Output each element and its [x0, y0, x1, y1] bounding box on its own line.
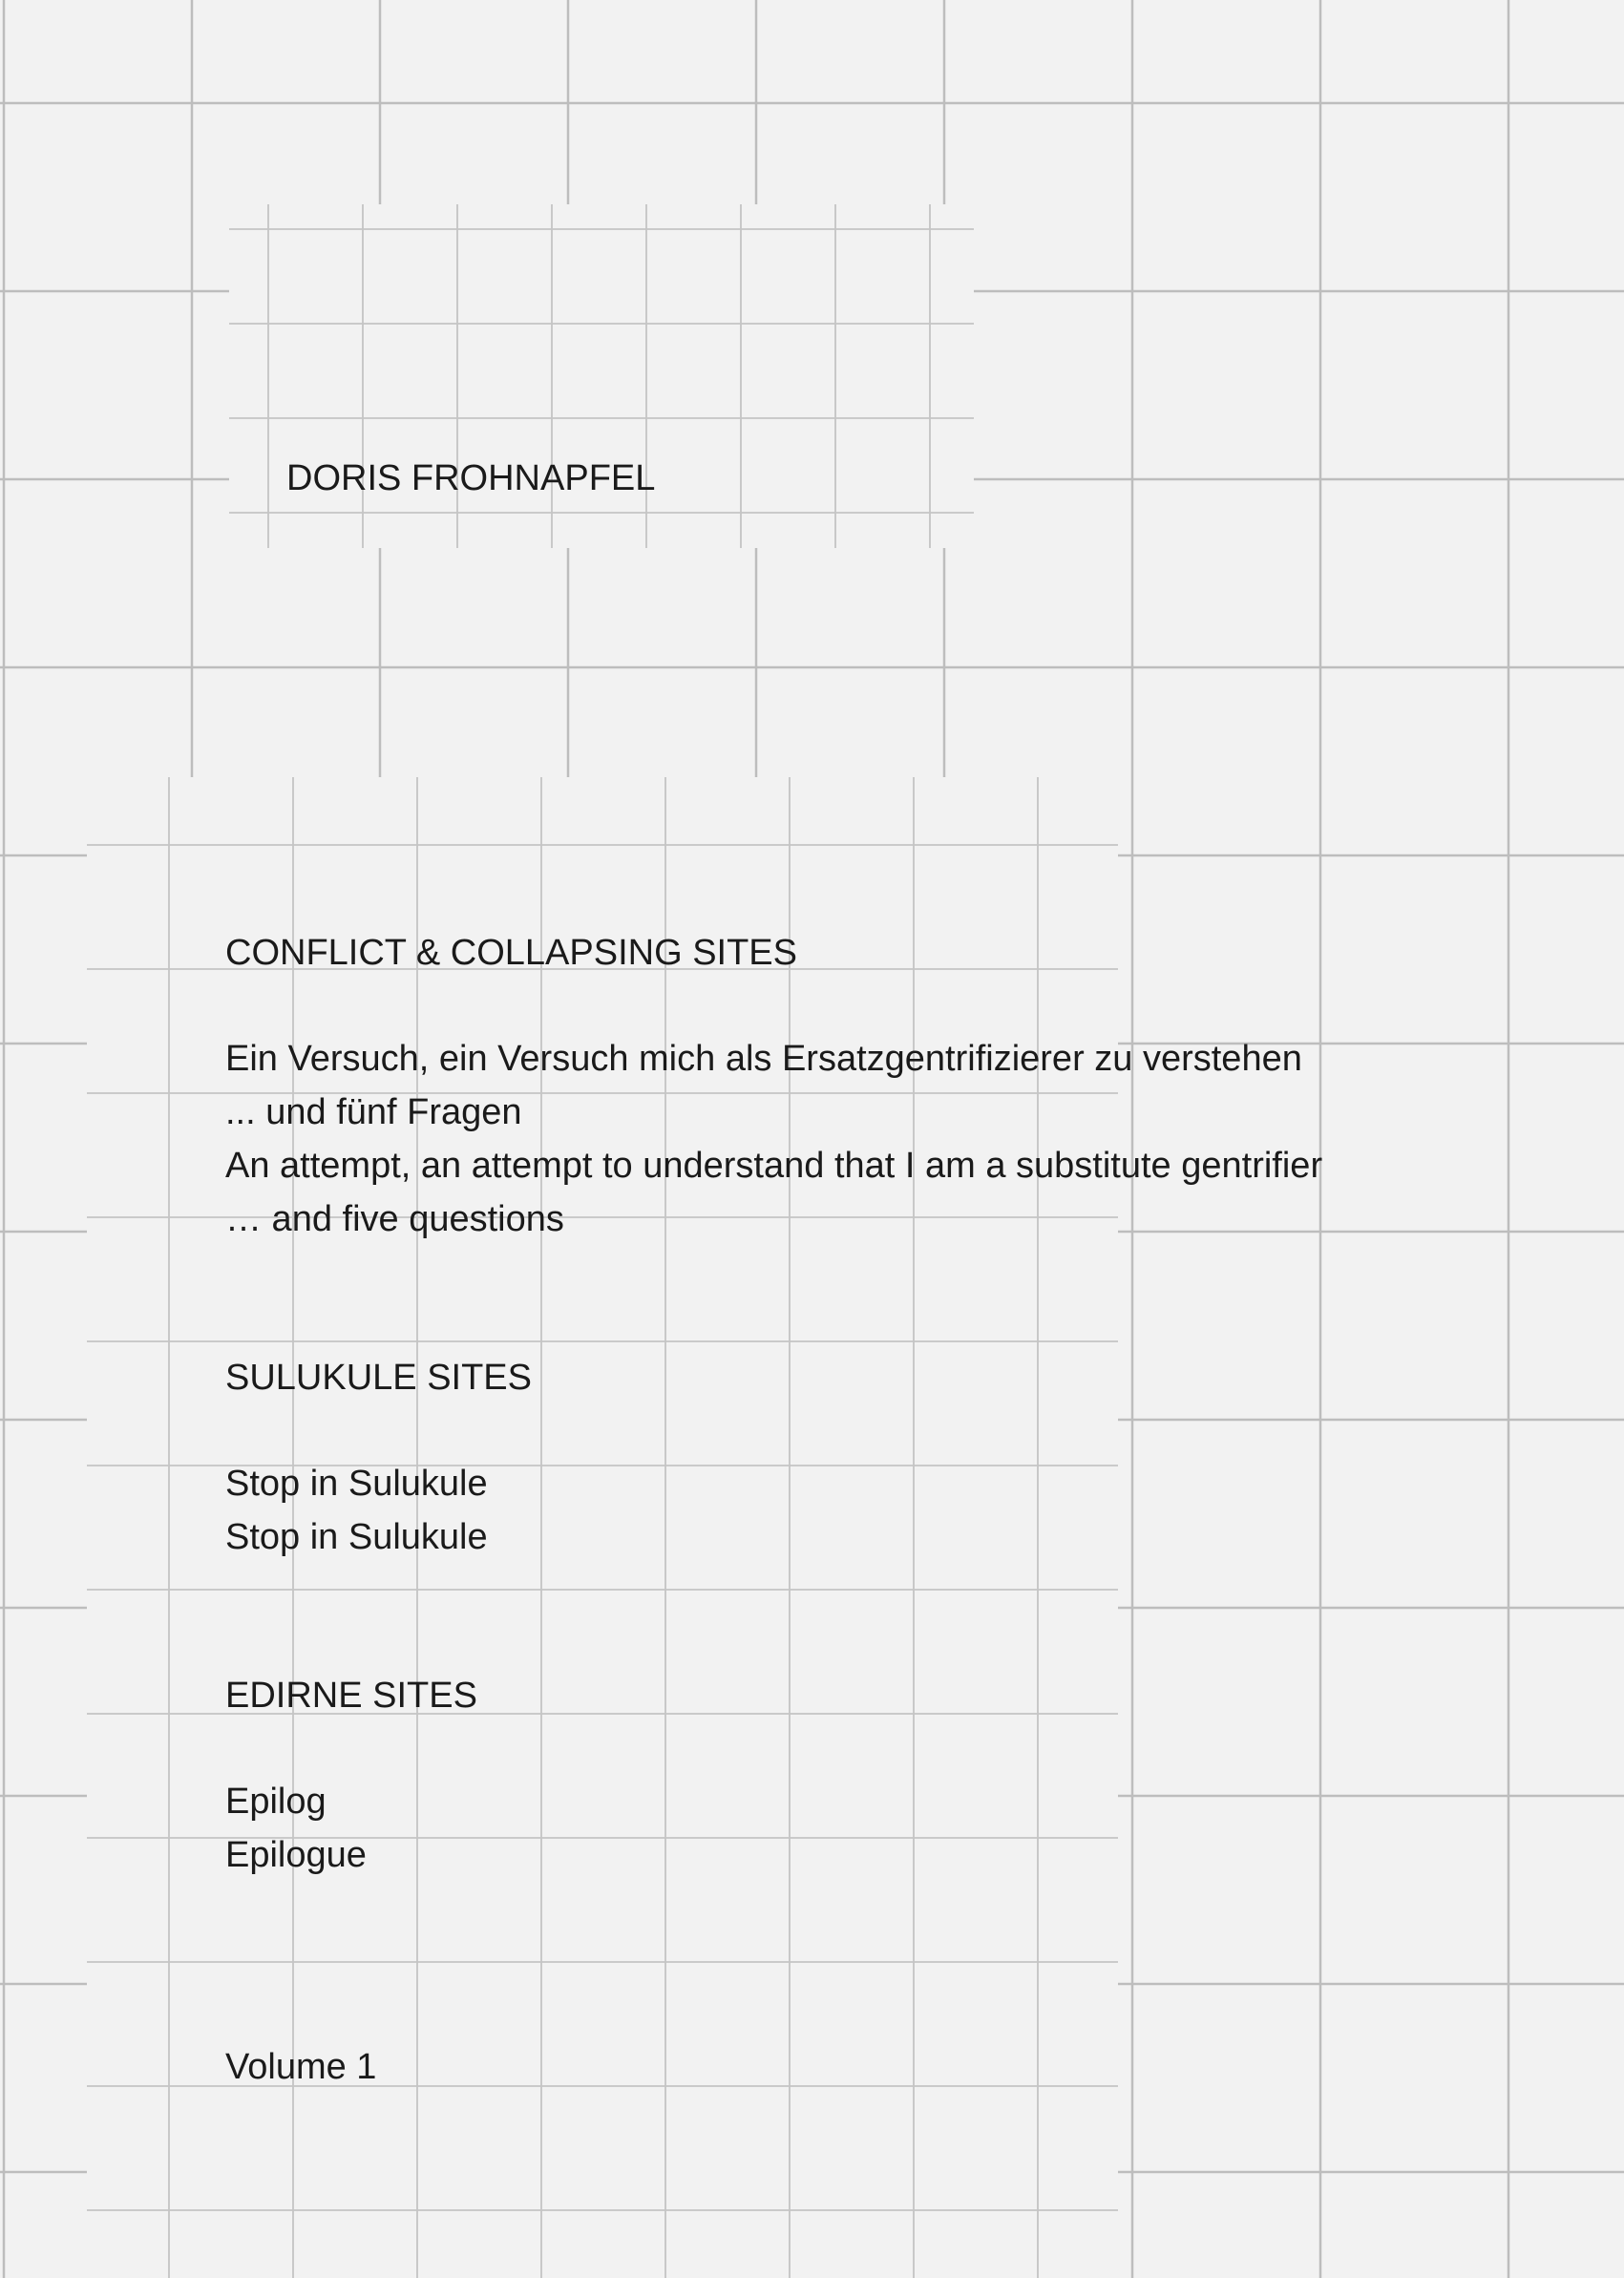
author-name: DORIS FROHNAPFEL — [286, 458, 656, 498]
volume-label: Volume 1 — [225, 2047, 377, 2087]
body-line: Epilogue — [225, 1835, 367, 1875]
body-line: … and five questions — [225, 1199, 564, 1239]
body-line: Stop in Sulukule — [225, 1464, 488, 1504]
body-line: An attempt, an attempt to understand that I am a substitute gentrifier — [225, 1146, 1323, 1186]
body-line: ... und fünf Fragen — [225, 1092, 522, 1132]
section-body — [225, 1457, 488, 1564]
section-heading: SULUKULE SITES — [225, 1358, 532, 1398]
body-line: Ein Versuch, ein Versuch mich als Ersatzgentrifizierer zu verstehen — [225, 1039, 1302, 1079]
section-body — [225, 1032, 1322, 1246]
body-line: Stop in Sulukule — [225, 1517, 488, 1557]
section-heading: CONFLICT & COLLAPSING SITES — [225, 933, 798, 973]
section-body — [225, 1775, 367, 1882]
body-line: Epilog — [225, 1782, 327, 1822]
section-heading: EDIRNE SITES — [225, 1676, 477, 1716]
